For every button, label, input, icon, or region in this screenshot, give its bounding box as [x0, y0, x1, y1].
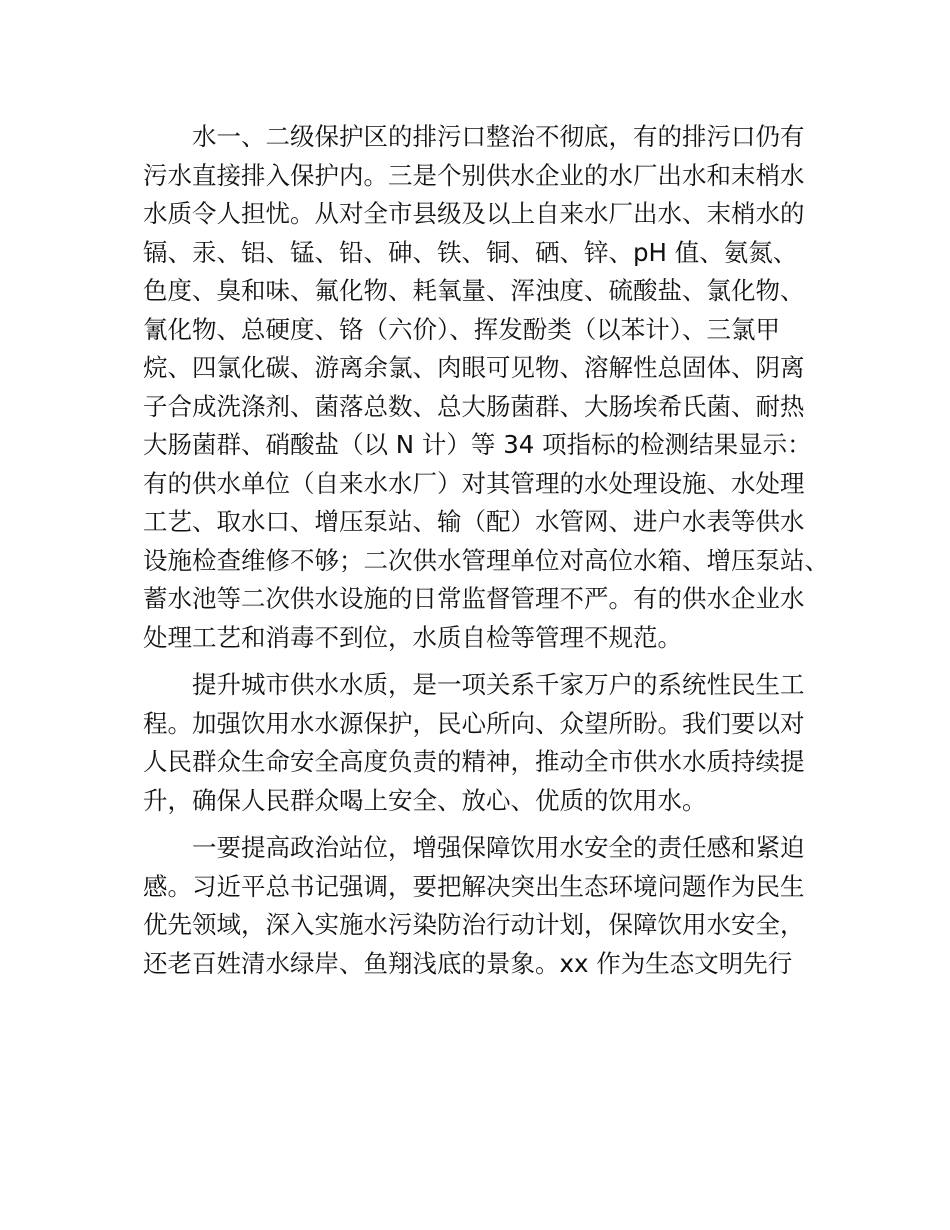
text-line: 污水直接排入保护内。三是个别供水企业的水厂出水和末梢水 — [143, 160, 805, 190]
text-line: 感。习近平总书记强调，要把解决突出生态环境问题作为民生 — [143, 871, 805, 901]
text-line: 还老百姓清水绿岸、鱼翔浅底的景象。xx 作为生态文明先行 — [143, 948, 793, 978]
paragraph-spacer — [143, 820, 833, 829]
text-line: 人民群众生命安全高度负责的精神，推动全市供水水质持续提 — [143, 747, 805, 776]
document-body — [143, 118, 833, 983]
text-line: 提升城市供水水质，是一项关系千家万户的系统性民生工 — [143, 670, 805, 699]
text-line: 处理工艺和消毒不到位，水质自检等管理不规范。 — [143, 622, 682, 652]
text-line: 水质令人担忧。从对全市县级及以上自来水厂出水、末梢水的 — [143, 199, 805, 228]
text-line: 氰化物、总硬度、铬（六价）、挥发酚类（以苯计）、三氯甲 — [143, 314, 780, 344]
text-line: 镉、汞、铝、锰、铅、砷、铁、铜、硒、锌、pH 值、氨氮、 — [143, 237, 798, 267]
text-line: 升，确保人民群众喝上安全、放心、优质的饮用水。 — [143, 785, 707, 815]
text-line: 程。加强饮用水水源保护，民心所向、众望所盼。我们要以对 — [143, 708, 805, 738]
text-line: 色度、臭和味、氟化物、耗氧量、浑浊度、硫酸盐、氯化物、 — [143, 276, 805, 305]
paragraph-1 — [143, 118, 833, 657]
text-line: 优先领域，深入实施水污染防治行动计划，保障饮用水安全， — [143, 910, 805, 939]
paragraph-2 — [143, 666, 833, 820]
text-line: 烷、四氯化碳、游离余氯、肉眼可见物、溶解性总固体、阴离 — [143, 353, 805, 382]
paragraph-spacer — [143, 657, 833, 666]
text-line: 大肠菌群、硝酸盐（以 N 计）等 34 项指标的检测结果显示： — [143, 430, 812, 459]
text-line: 有的供水单位（自来水水厂）对其管理的水处理设施、水处理 — [143, 468, 805, 498]
text-line: 蓄水池等二次供水设施的日常监督管理不严。有的供水企业水 — [143, 584, 805, 613]
paragraph-3 — [143, 829, 833, 983]
text-line: 设施检查维修不够；二次供水管理单位对高位水箱、增压泵站、 — [143, 545, 829, 575]
text-line: 一要提高政治站位，增强保障饮用水安全的责任感和紧迫 — [143, 833, 805, 862]
text-line: 子合成洗涤剂、菌落总数、总大肠菌群、大肠埃希氏菌、耐热 — [143, 391, 805, 421]
text-line: 工艺、取水口、增压泵站、输（配）水管网、进户水表等供水 — [143, 507, 805, 536]
text-line: 水一、二级保护区的排污口整治不彻底，有的排污口仍有 — [143, 122, 805, 151]
